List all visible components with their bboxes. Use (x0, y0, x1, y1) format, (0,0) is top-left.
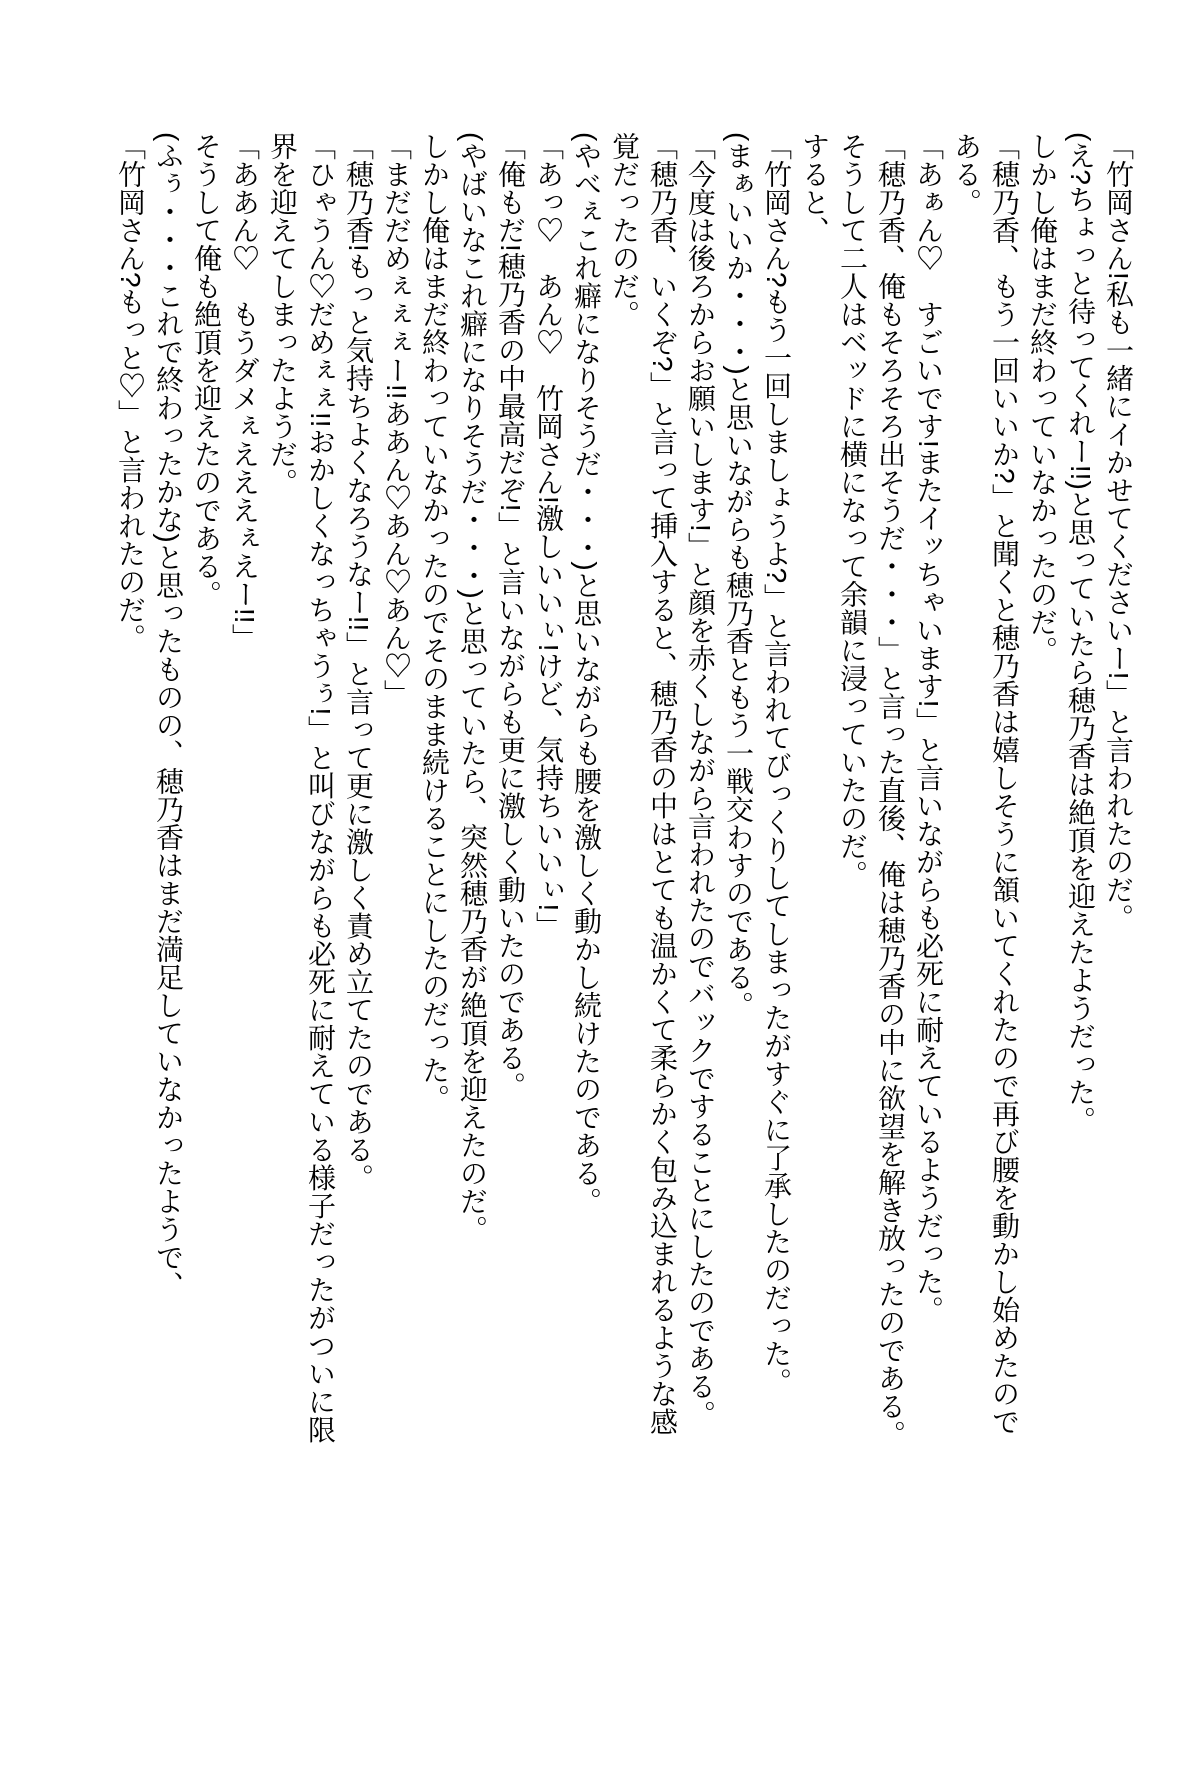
novel-paragraph: 「今度は後ろからお願いします!」と顔を赤くしながら言われたのでバックですることにしたのである。 (685, 132, 716, 1428)
novel-paragraph: 「あぁん♡ すごいです!またイッちゃいます!」と言いながらも必死に耐えているようだった。 (913, 132, 944, 1324)
novel-paragraph: 「穂乃香、俺もそろそろ出そうだ・・・」と言った直後、俺は穂乃香の中に欲望を解き放ったのである。 (875, 132, 906, 1448)
novel-paragraph: (ふぅ・・・これで終わったかな)と思ったものの、穂乃香はまだ満足していなかったようで、 (153, 132, 184, 1299)
novel-paragraph: そうして俺も絶頂を迎えたのである。 (191, 132, 222, 608)
novel-paragraph: 「俺もだ!穂乃香の中最高だぞ!」と言いながらも更に激しく動いたのである。 (495, 132, 526, 1100)
novel-paragraph: (やばいなこれ癖になりそうだ・・・)と思っていたら、突然穂乃香が絶頂を迎えたのだ。 (457, 132, 488, 1243)
novel-paragraph: 「ああん♡ もうダメぇえええぇえー!!」 (229, 132, 260, 652)
novel-paragraph: すると、 (799, 132, 830, 244)
novel-paragraph: (まぁいいか・・・)と思いながらも穂乃香ともう一戦交わすのである。 (723, 132, 754, 1019)
novel-paragraph: 「竹岡さん!私も一緒にイかせてくださいー!」と言われたのだ。 (1103, 132, 1134, 932)
novel-paragraph: しかし俺はまだ終わっていなかったのだ。 (1027, 132, 1058, 664)
novel-paragraph: (やべぇこれ癖になりそうだ・・・)と思いながらも腰を激しく動かし続けたのである。 (571, 132, 602, 1215)
novel-paragraph: (え?ちょっと待ってくれー!!)と思っていたら穂乃香は絶頂を迎えたようだった。 (1065, 132, 1096, 1134)
novel-paragraph: 「穂乃香、いくぞ?」と言って挿入すると、穂乃香の中はとても温かくて柔らかく包み込まれるような感覚だったのだ。 (609, 132, 678, 1436)
novel-paragraph: しかし俺はまだ終わっていなかったのでそのまま続けることにしたのだった。 (419, 132, 450, 1112)
novel-paragraph: 「あっ♡ あん♡ 竹岡さん!激しいいぃ!けど、気持ちいいぃ!」 (533, 132, 564, 940)
novel-paragraph: そうして二人はベッドに横になって余韻に浸っていたのだ。 (837, 132, 868, 888)
novel-paragraph: 「まだだめぇぇぇー!!ああん♡あん♡あん♡」 (381, 132, 412, 708)
novel-paragraph: 「ひゃうん♡だめぇぇ!!おかしくなっちゃうぅ!」と叫びながらも必死に耐えている様子だったがついに限界を迎えてしまったようだ。 (267, 132, 336, 1444)
novel-paragraph: 「穂乃香、もう一回いいか?」と聞くと穂乃香は嬉しそうに頷いてくれたので再び腰を動かし始めたのである。 (951, 132, 1020, 1436)
novel-text-flow (111, 132, 1137, 1450)
novel-paragraph: 「穂乃香!もっと気持ちよくなろうなー!!」と言って更に激しく責め立てたのである。 (343, 132, 374, 1192)
novel-paragraph: 「竹岡さん?もっと♡」と言われたのだ。 (115, 132, 146, 652)
novel-paragraph: 「竹岡さん?もう一回しましょうよ?」と言われてびっくりしてしまったがすぐに了承したのだった。 (761, 132, 792, 1396)
